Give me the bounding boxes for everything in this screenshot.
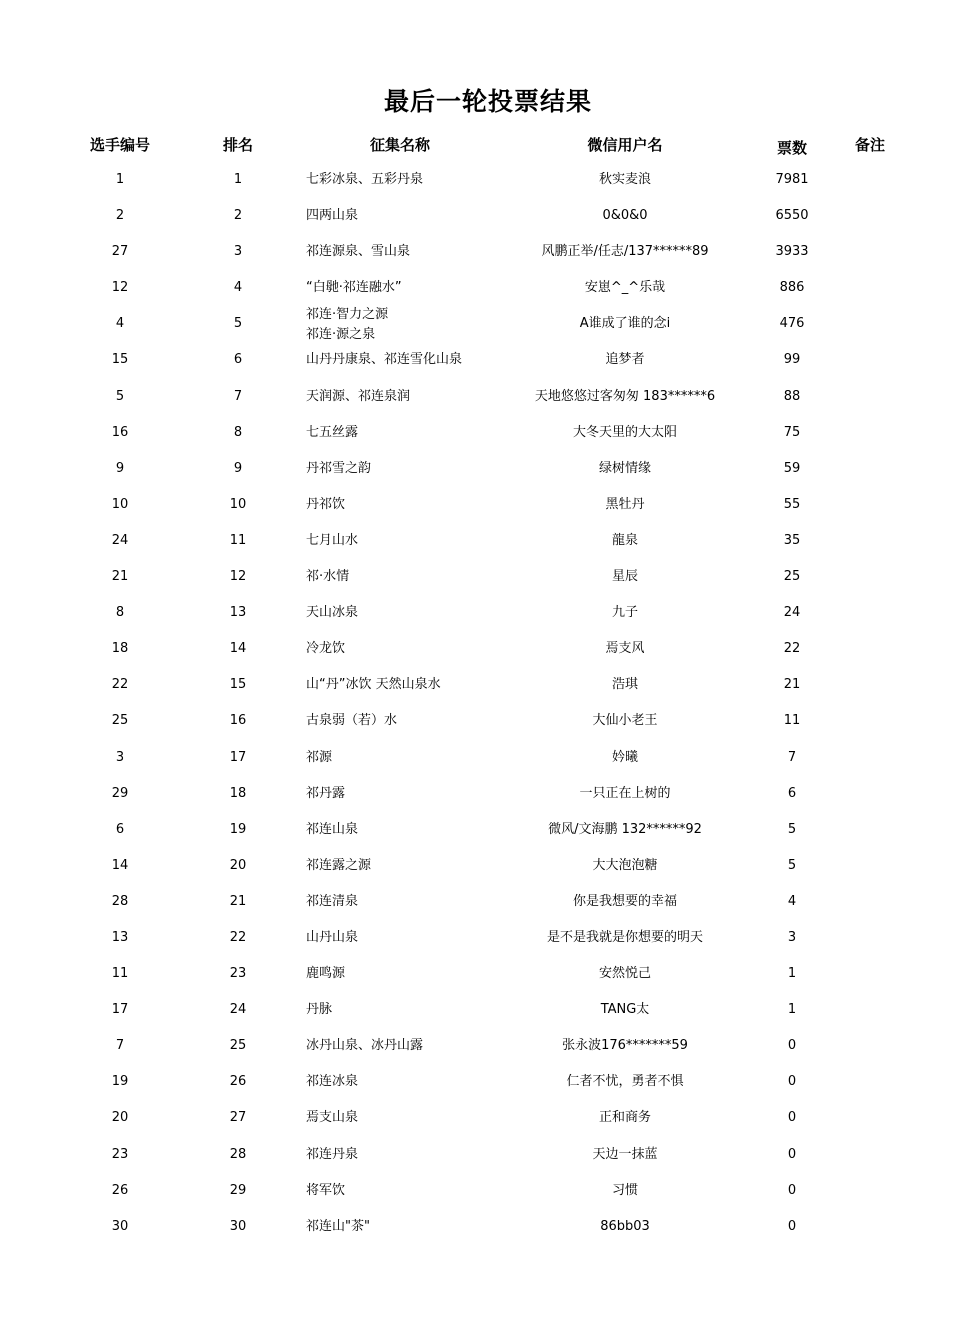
header-votes: 票数 — [776, 139, 807, 157]
cell-votes: 55 — [783, 496, 801, 512]
cell-votes: 6 — [787, 785, 797, 801]
cell-votes: 99 — [783, 352, 801, 368]
table-row — [0, 631, 976, 667]
table-row — [0, 776, 976, 812]
cell-votes: 0 — [787, 1182, 797, 1198]
cell-wechat-user: 焉支风 — [605, 641, 645, 657]
cell-rank: 7 — [233, 388, 243, 404]
cell-player-id: 7 — [115, 1038, 125, 1054]
cell-wechat-user: 星辰 — [611, 569, 638, 585]
table-row — [0, 1209, 976, 1245]
cell-entry-name: 七五丝露 — [306, 424, 359, 440]
cell-wechat-user: 天地悠悠过客匆匆 183******6 — [534, 388, 716, 404]
cell-votes: 25 — [783, 569, 801, 585]
cell-votes: 75 — [783, 424, 801, 440]
cell-entry-name: 祁连源泉、雪山泉 — [306, 244, 411, 260]
cell-wechat-user: 正和商务 — [598, 1110, 651, 1126]
cell-player-id: 15 — [111, 352, 129, 368]
cell-wechat-user: 风鹏正举/任志/137******89 — [541, 244, 709, 260]
cell-wechat-user: 安然悦己 — [598, 966, 651, 982]
cell-entry-name: 祁连山"茶" — [306, 1218, 370, 1234]
cell-wechat-user: 秋实麦浪 — [598, 172, 651, 187]
cell-player-id: 27 — [111, 244, 129, 260]
cell-rank: 1 — [233, 172, 243, 187]
cell-player-id: 25 — [111, 713, 129, 729]
table-row — [0, 306, 976, 342]
cell-entry-name: 祁丹露 — [306, 785, 346, 801]
table-row — [0, 920, 976, 956]
cell-entry-name: 丹祁饮 — [306, 496, 346, 512]
cell-rank: 27 — [229, 1110, 247, 1126]
cell-rank: 28 — [229, 1146, 247, 1162]
table-row — [0, 667, 976, 703]
table-row — [0, 559, 976, 595]
cell-rank: 20 — [229, 857, 247, 873]
cell-rank: 4 — [233, 280, 243, 296]
cell-entry-name: 天润源、祁连泉润 — [306, 388, 411, 404]
cell-votes: 3 — [787, 929, 797, 945]
table-row — [0, 992, 976, 1028]
cell-wechat-user: 是不是我就是你想要的明天 — [546, 929, 703, 945]
cell-votes: 24 — [783, 605, 801, 621]
table-row — [0, 703, 976, 739]
header-entry-name: 征集名称 — [369, 136, 430, 154]
cell-wechat-user: A谁成了谁的念i — [579, 316, 671, 332]
cell-player-id: 17 — [111, 1002, 129, 1018]
cell-votes: 0 — [787, 1110, 797, 1126]
table-row — [0, 234, 976, 270]
cell-entry-name: 祁连露之源 — [306, 857, 372, 873]
table-row — [0, 956, 976, 992]
table-row — [0, 198, 976, 234]
header-wechat-user: 微信用户名 — [587, 136, 663, 154]
cell-wechat-user: 绿树情缘 — [598, 460, 651, 476]
page-title: 最后一轮投票结果 — [383, 87, 592, 116]
cell-entry-name: 山丹丹康泉、祁连雪化山泉 — [306, 352, 463, 368]
table-row — [0, 270, 976, 306]
cell-rank: 21 — [229, 893, 247, 909]
cell-wechat-user: 微风/文海鹏 132******92 — [548, 821, 702, 837]
cell-player-id: 13 — [111, 929, 129, 945]
header-notes: 备注 — [854, 136, 885, 154]
cell-rank: 17 — [229, 749, 247, 765]
cell-votes: 7981 — [775, 172, 809, 187]
table-row — [0, 162, 976, 198]
cell-player-id: 28 — [111, 893, 129, 909]
cell-player-id: 11 — [111, 966, 129, 982]
cell-player-id: 6 — [115, 821, 125, 837]
table-row — [0, 812, 976, 848]
cell-entry-name: 丹祁雪之韵 — [306, 460, 372, 476]
cell-wechat-user: 浩琪 — [611, 677, 638, 693]
cell-entry-name: 祁·水情 — [306, 569, 350, 585]
cell-votes: 3933 — [775, 244, 809, 260]
cell-entry-name: 焉支山泉 — [306, 1110, 359, 1126]
cell-rank: 16 — [229, 713, 247, 729]
cell-player-id: 20 — [111, 1110, 129, 1126]
cell-rank: 14 — [229, 641, 247, 657]
cell-wechat-user: 你是我想要的幸福 — [572, 893, 677, 909]
cell-rank: 13 — [229, 605, 247, 621]
cell-votes: 5 — [787, 821, 797, 837]
cell-votes: 21 — [783, 677, 801, 693]
cell-votes: 0 — [787, 1038, 797, 1054]
cell-player-id: 9 — [115, 460, 125, 476]
cell-wechat-user: 妗曦 — [611, 749, 638, 765]
cell-player-id: 4 — [115, 316, 125, 332]
cell-entry-name: 将军饮 — [306, 1182, 346, 1198]
table-row — [0, 1028, 976, 1064]
cell-wechat-user: 九子 — [611, 605, 638, 621]
table-row — [0, 595, 976, 631]
header-rank: 排名 — [222, 136, 253, 154]
cell-entry-name: 天山冰泉 — [306, 605, 359, 621]
header-player-id: 选手编号 — [89, 136, 150, 154]
cell-player-id: 10 — [111, 496, 129, 512]
cell-rank: 25 — [229, 1038, 247, 1054]
cell-entry-name: 冰丹山泉、冰丹山露 — [306, 1038, 424, 1054]
cell-player-id: 12 — [111, 280, 129, 296]
cell-entry-name: “白毑·祁连融水” — [306, 280, 402, 296]
cell-player-id: 19 — [111, 1074, 129, 1090]
table-row — [0, 523, 976, 559]
cell-rank: 11 — [229, 532, 247, 548]
cell-entry-name: 鹿鸣源 — [306, 966, 346, 982]
cell-votes: 59 — [783, 460, 801, 476]
cell-wechat-user: 习惯 — [611, 1182, 638, 1198]
cell-votes: 0 — [787, 1146, 797, 1162]
cell-votes: 1 — [787, 966, 797, 982]
cell-player-id: 16 — [111, 424, 129, 440]
cell-wechat-user: 仁者不忧，勇者不惧 — [566, 1074, 684, 1090]
cell-player-id: 5 — [115, 388, 125, 404]
cell-player-id: 1 — [115, 172, 125, 187]
table-row — [0, 1100, 976, 1136]
cell-rank: 5 — [233, 316, 243, 332]
cell-wechat-user: 张永波176*******59 — [562, 1038, 688, 1054]
table-row — [0, 487, 976, 523]
cell-entry-name: 丹脉 — [306, 1002, 333, 1018]
table-row — [0, 1064, 976, 1100]
cell-player-id: 21 — [111, 569, 129, 585]
table-row — [0, 1137, 976, 1173]
cell-votes: 1 — [787, 1002, 797, 1018]
cell-votes: 0 — [787, 1218, 797, 1234]
cell-rank: 24 — [229, 1002, 247, 1018]
cell-entry-name: 祁连丹泉 — [306, 1146, 359, 1162]
cell-entry-name: 祁连冰泉 — [306, 1074, 359, 1090]
cell-wechat-user: 黑牡丹 — [605, 496, 645, 512]
cell-votes: 11 — [783, 713, 801, 729]
cell-wechat-user: 大仙小老王 — [592, 713, 658, 729]
cell-wechat-user: 一只正在上树的 — [579, 785, 671, 801]
cell-votes: 5 — [787, 857, 797, 873]
cell-wechat-user: 追梦者 — [605, 352, 645, 368]
cell-rank: 3 — [233, 244, 243, 260]
cell-rank: 26 — [229, 1074, 247, 1090]
cell-rank: 30 — [229, 1218, 247, 1234]
cell-votes: 886 — [779, 280, 805, 296]
table-row — [0, 848, 976, 884]
cell-wechat-user: 大冬天里的大太阳 — [572, 424, 677, 440]
cell-votes: 6550 — [775, 208, 809, 224]
cell-entry-name: 祁源 — [306, 749, 333, 765]
table-row — [0, 379, 976, 415]
cell-votes: 35 — [783, 532, 801, 548]
cell-rank: 6 — [233, 352, 243, 368]
cell-player-id: 24 — [111, 532, 129, 548]
cell-player-id: 2 — [115, 208, 125, 224]
table-row — [0, 451, 976, 487]
cell-votes: 4 — [787, 893, 797, 909]
cell-entry-name: 古泉弱（若）水 — [306, 713, 398, 729]
cell-player-id: 26 — [111, 1182, 129, 1198]
cell-rank: 29 — [229, 1182, 247, 1198]
cell-rank: 8 — [233, 424, 243, 440]
cell-wechat-user: 86bb03 — [600, 1218, 650, 1234]
cell-rank: 18 — [229, 785, 247, 801]
table-row — [0, 740, 976, 776]
cell-rank: 23 — [229, 966, 247, 982]
cell-player-id: 8 — [115, 605, 125, 621]
cell-entry-name: 冷龙饮 — [306, 641, 346, 657]
cell-entry-name: 七月山水 — [306, 532, 359, 548]
cell-rank: 2 — [233, 208, 243, 224]
table-row — [0, 342, 976, 378]
cell-votes: 22 — [783, 641, 801, 657]
cell-entry-name: 祁连·智力之源 祁连·源之泉 — [306, 307, 389, 343]
cell-entry-name: 山丹山泉 — [306, 929, 359, 945]
cell-votes: 476 — [779, 316, 805, 332]
cell-entry-name: 七彩冰泉、五彩丹泉 — [306, 172, 424, 187]
cell-player-id: 22 — [111, 677, 129, 693]
results-table — [0, 162, 976, 1245]
table-header — [0, 131, 976, 159]
table-row — [0, 1173, 976, 1209]
cell-wechat-user: 安崽^_^乐哉 — [584, 280, 666, 296]
cell-rank: 10 — [229, 496, 247, 512]
cell-wechat-user: 龍泉 — [611, 532, 638, 548]
cell-rank: 15 — [229, 677, 247, 693]
cell-rank: 12 — [229, 569, 247, 585]
cell-votes: 0 — [787, 1074, 797, 1090]
cell-player-id: 14 — [111, 857, 129, 873]
cell-wechat-user: TANG太 — [600, 1002, 650, 1018]
cell-rank: 22 — [229, 929, 247, 945]
cell-votes: 7 — [787, 749, 797, 765]
cell-entry-name: 山“丹”冰饮 天然山泉水 — [306, 677, 441, 693]
table-row — [0, 415, 976, 451]
cell-entry-name: 祁连清泉 — [306, 893, 359, 909]
cell-player-id: 23 — [111, 1146, 129, 1162]
cell-player-id: 29 — [111, 785, 129, 801]
cell-entry-name: 四两山泉 — [306, 208, 359, 224]
cell-wechat-user: 大大泡泡糖 — [592, 857, 658, 873]
cell-votes: 88 — [783, 388, 801, 404]
cell-wechat-user: 0&0&0 — [602, 208, 648, 224]
cell-rank: 19 — [229, 821, 247, 837]
cell-player-id: 18 — [111, 641, 129, 657]
cell-wechat-user: 天边一抹蓝 — [592, 1146, 658, 1162]
table-row — [0, 884, 976, 920]
cell-rank: 9 — [233, 460, 243, 476]
cell-player-id: 30 — [111, 1218, 129, 1234]
cell-entry-name: 祁连山泉 — [306, 821, 359, 837]
cell-player-id: 3 — [115, 749, 125, 765]
